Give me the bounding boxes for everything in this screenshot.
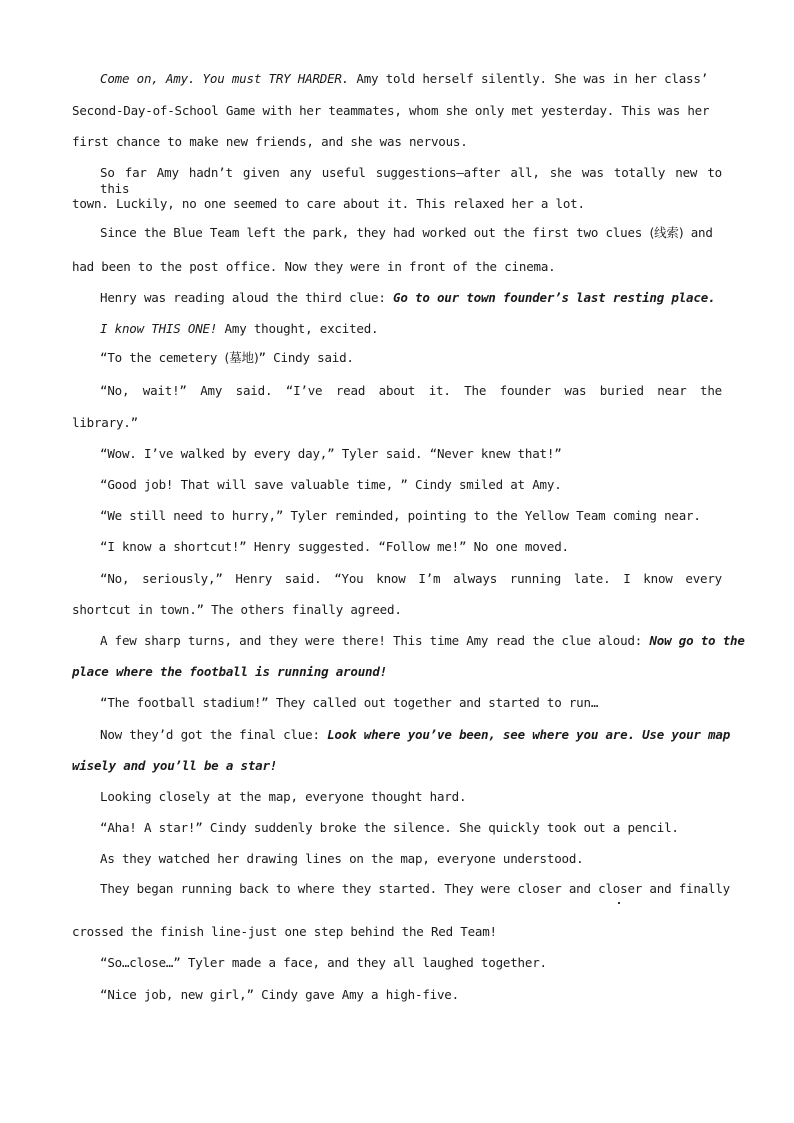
- paragraph-3-line-2: had been to the post office. Now they were in front of the cinema.: [72, 259, 556, 274]
- paragraph-4: [100, 290, 722, 306]
- paragraph-8: “Wow. I’ve walked by every day,” Tyler said. “Never knew that!”: [100, 446, 562, 461]
- paragraph-6: [100, 350, 722, 366]
- paragraph-18: As they watched her drawing lines on the map, everyone understood.: [100, 851, 584, 866]
- paragraph-3-line-1: [100, 225, 722, 241]
- paragraph-21: “Nice job, new girl,” Cindy gave Amy a high-five.: [100, 987, 459, 1002]
- paragraph-15-line-2: wisely and you’ll be a star!: [72, 758, 278, 773]
- paragraph-13-line-2: place where the football is running around!: [72, 664, 388, 679]
- paragraph-19-line-2: crossed the finish line-just one step behind the Red Team!: [72, 924, 497, 939]
- stray-mark: [618, 902, 620, 904]
- gloss-chinese: (墓地): [224, 350, 259, 365]
- paragraph-17: “Aha! A star!” Cindy suddenly broke the silence. She quickly took out a pencil.: [100, 820, 679, 835]
- paragraph-2-line-2: town. Luckily, no one seemed to care about it. This relaxed her a lot.: [72, 196, 585, 211]
- paragraph-5: [100, 321, 722, 337]
- paragraph-12-line-1: “No, seriously,” Henry said. “You know I’m always running late. I know every: [100, 571, 722, 586]
- narration: and: [683, 225, 713, 240]
- dialogue: ” Cindy said.: [258, 350, 354, 365]
- paragraph-16: Looking closely at the map, everyone thought hard.: [100, 789, 467, 804]
- paragraph-1-line-2: Second-Day-of-School Game with her teammates, whom she only met yesterday. This was her: [72, 103, 710, 118]
- paragraph-19-line-1: They began running back to where they started. They were closer and closer and finally: [100, 881, 731, 896]
- inner-thought: Come on, Amy. You must TRY HARDER.: [100, 71, 350, 86]
- paragraph-1-line-1: [100, 71, 722, 87]
- paragraph-14: “The football stadium!” They called out together and started to run…: [100, 695, 599, 710]
- dialogue: “To the cemetery: [100, 350, 225, 365]
- paragraph-1-line-3: first chance to make new friends, and she was nervous.: [72, 134, 468, 149]
- paragraph-7-line-1: “No, wait!” Amy said. “I’ve read about it. The founder was buried near the: [100, 383, 722, 398]
- paragraph-15-line-1: [100, 727, 731, 743]
- paragraph-11: “I know a shortcut!” Henry suggested. “Follow me!” No one moved.: [100, 539, 569, 554]
- narration: Now they’d got the final clue:: [100, 727, 328, 742]
- paragraph-9: “Good job! That will save valuable time, ” Cindy smiled at Amy.: [100, 477, 562, 492]
- narration: A few sharp turns, and they were there! This time Amy read the clue aloud:: [100, 633, 650, 648]
- narration: Since the Blue Team left the park, they had worked out the first two clues: [100, 225, 650, 240]
- clue-text: Go to our town founder’s last resting place.: [393, 290, 716, 305]
- paragraph-12-line-2: shortcut in town.” The others finally agreed.: [72, 602, 402, 617]
- paragraph-7-line-2: library.”: [72, 415, 138, 430]
- paragraph-20: “So…close…” Tyler made a face, and they all laughed together.: [100, 955, 547, 970]
- inner-thought: I know THIS ONE!: [100, 321, 218, 336]
- clue-text: Now go to the: [649, 633, 745, 648]
- paragraph-2-line-1: So far Amy hadn’t given any useful suggestions—after all, she was totally new to this: [100, 165, 722, 196]
- narration: Amy thought, excited.: [217, 321, 379, 336]
- narration: Amy told herself silently. She was in her class’: [349, 71, 709, 86]
- narration: Henry was reading aloud the third clue:: [100, 290, 394, 305]
- gloss-chinese: (线索): [649, 225, 684, 240]
- paragraph-13-line-1: [100, 633, 745, 649]
- paragraph-10: “We still need to hurry,” Tyler reminded, pointing to the Yellow Team coming near.: [100, 508, 701, 523]
- clue-text: Look where you’ve been, see where you are. Use your map: [327, 727, 731, 742]
